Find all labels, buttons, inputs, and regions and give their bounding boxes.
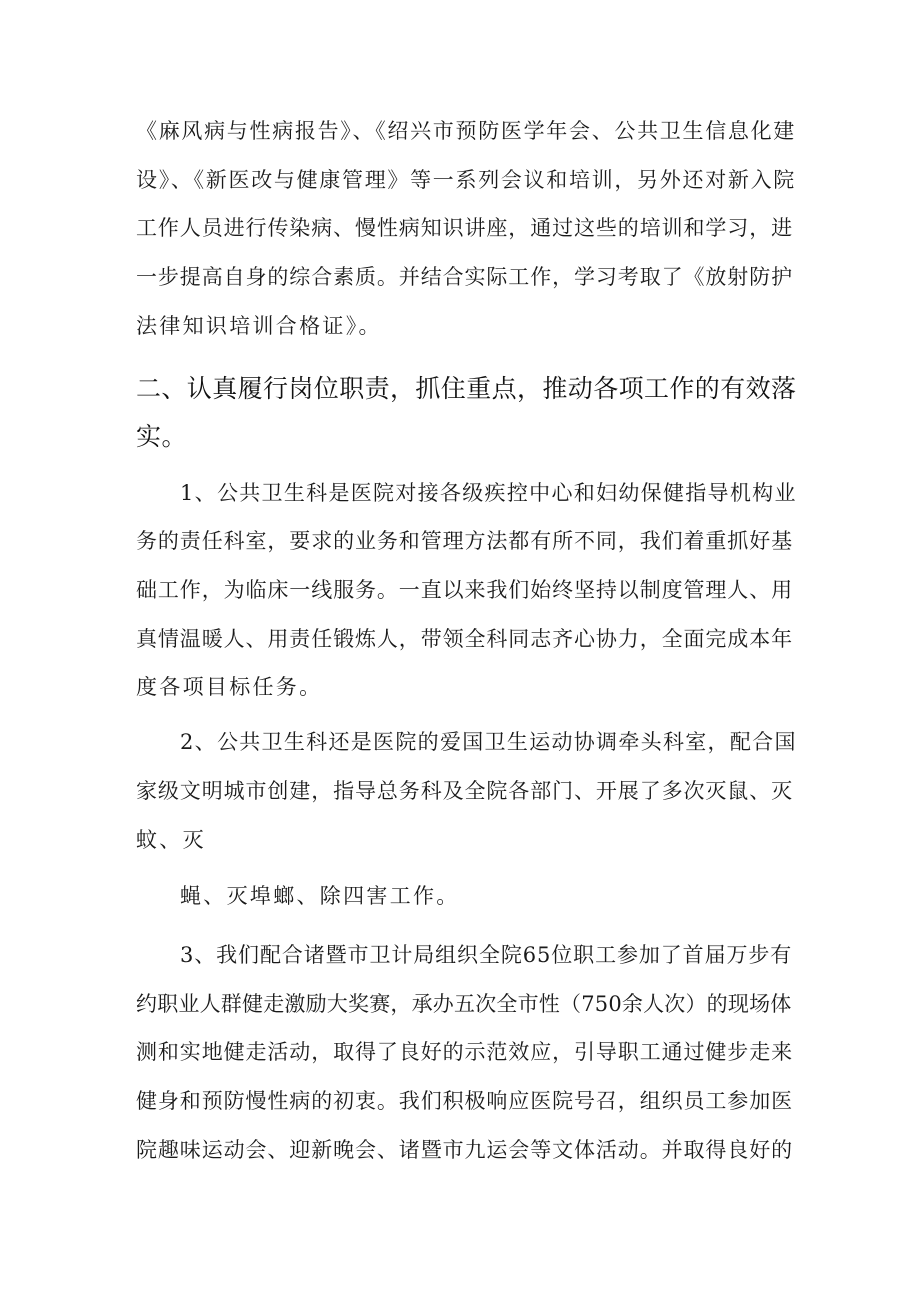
- item-3-line: 院趣味运动会、迎新晚会、诸暨市九运会等文体活动。并取得良好的: [136, 1138, 793, 1162]
- intro-line: 《麻风病与性病报告》、《绍兴市预防医学年会、公共卫生信息化建: [136, 119, 796, 143]
- intro-line: 一步提高自身的综合素质。并结合实际工作，学习考取了《放射防护: [136, 265, 793, 289]
- item-1-line: 1、公共卫生科是医院对接各级疾控中心和妇幼保健指导机构业: [180, 481, 797, 505]
- item-3-line: 约职业人群健走激励大奖赛，承办五次全市性（750余人次）的现场体: [136, 992, 792, 1016]
- item-1-line: 务的责任科室，要求的业务和管理方法都有所不同，我们着重抓好基: [136, 529, 793, 553]
- item-2-line: 家级文明城市创建，指导总务科及全院各部门、开展了多次灭鼠、灭: [136, 779, 793, 803]
- section-heading: 实。: [136, 422, 188, 451]
- intro-line: 法律知识培训合格证》。: [136, 314, 382, 338]
- item-2-line: 蚊、灭: [136, 828, 206, 852]
- intro-line: 工作人员进行传染病、慢性病知识讲座，通过这些的培训和学习，进: [136, 216, 793, 240]
- item-2-line: 2、公共卫生科还是医院的爱国卫生运动协调牵头科室，配合国: [180, 730, 797, 754]
- item-3-line: 测和实地健走活动，取得了良好的示范效应，引导职工通过健步走来: [136, 1040, 793, 1064]
- item-3-line: 健身和预防慢性病的初衷。我们积极响应医院号召，组织员工参加医: [136, 1089, 793, 1113]
- item-1-line: 真情温暖人、用责任锻炼人，带领全科同志齐心协力，全面完成本年: [136, 627, 793, 651]
- item-1-line: 础工作，为临床一线服务。一直以来我们始终坚持以制度管理人、用: [136, 578, 793, 602]
- item-2-line: 蝇、灭埠螂、除四害工作。: [180, 884, 460, 908]
- item-1-line: 度各项目标任务。: [136, 675, 323, 699]
- item-3-line: 3、我们配合诸暨市卫计局组织全院65位职工参加了首届万步有: [180, 943, 793, 967]
- section-heading: 二、认真履行岗位职责，抓住重点，推动各项工作的有效落: [136, 374, 797, 403]
- intro-line: 设》、《新医改与健康管理》等一系列会议和培训，另外还对新入院: [136, 168, 796, 192]
